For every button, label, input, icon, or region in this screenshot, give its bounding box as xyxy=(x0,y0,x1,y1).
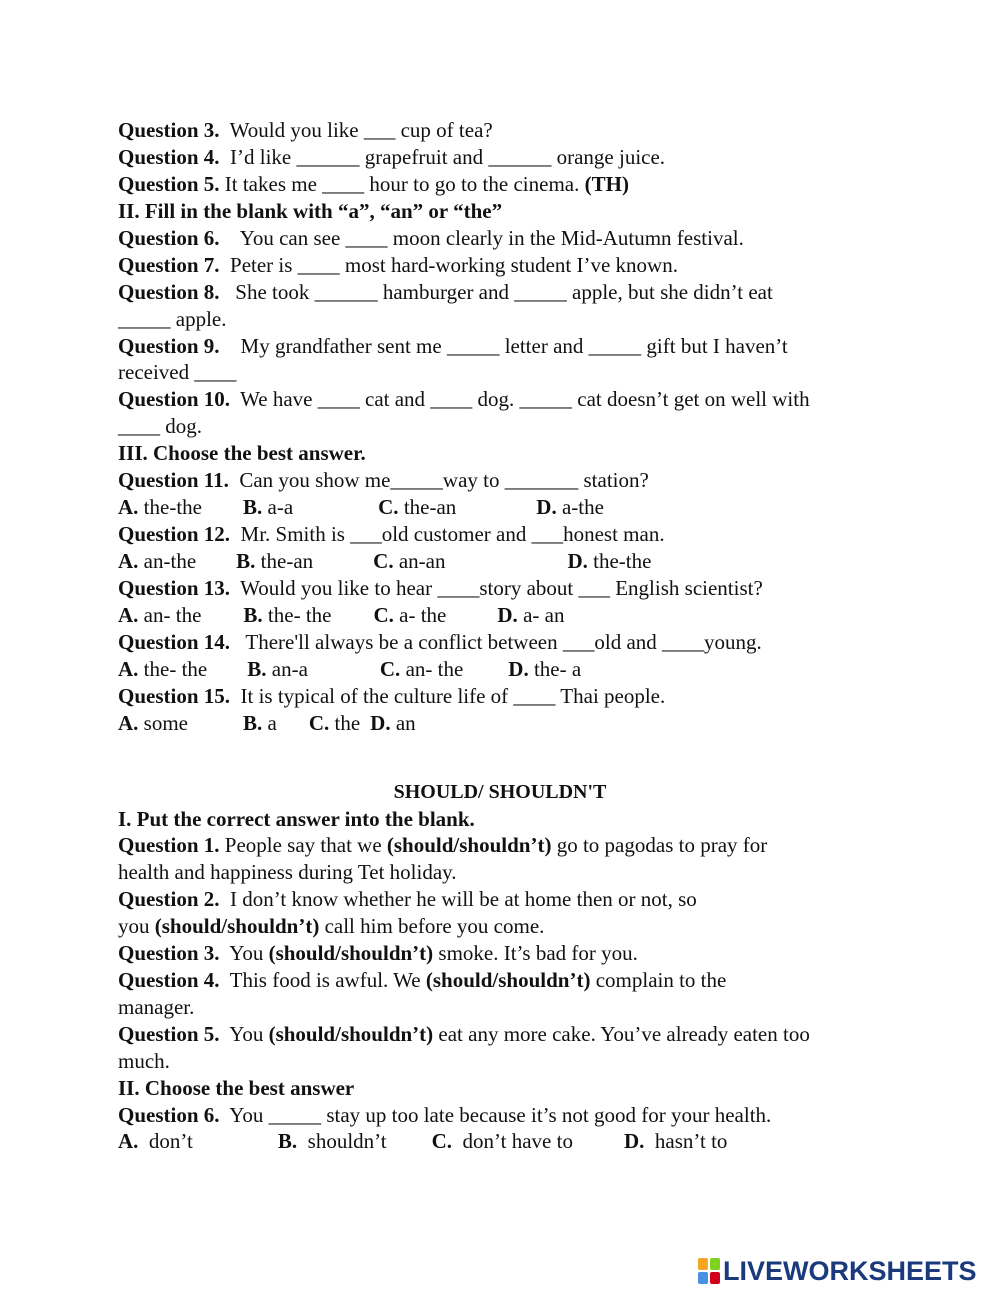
option-d: D. a- an xyxy=(497,603,565,627)
option-b: B. an-a xyxy=(247,657,308,681)
option-a: A. an-the xyxy=(118,549,197,573)
option-c: C. an-an xyxy=(373,549,446,573)
should-question-3: Question 3. You (should/shouldn’t) smoke. It’s bad for you. xyxy=(118,941,638,965)
question-label: Question 5. xyxy=(118,1022,220,1046)
question-text: You _____ stay up too late because it’s not good for your health. xyxy=(229,1103,772,1127)
question-9-continued: received ____ xyxy=(118,360,237,384)
liveworksheets-logo-icon xyxy=(698,1258,720,1284)
question-label: Question 9. xyxy=(118,334,220,358)
choice-pair: (should/shouldn’t) xyxy=(268,941,434,965)
question-8-continued: _____ apple. xyxy=(118,307,227,331)
option-b: B. a xyxy=(243,711,277,735)
question-label: Question 7. xyxy=(118,253,220,277)
option-b: B. shouldn’t xyxy=(277,1129,387,1153)
option-a: A. don’t xyxy=(118,1129,193,1153)
question-label: Question 10. xyxy=(118,387,231,411)
should-question-5-continued: much. xyxy=(118,1049,170,1073)
question-label: Question 6. xyxy=(118,1103,220,1127)
question-label: Question 4. xyxy=(118,145,220,169)
question-text: It takes me ____ hour to go to the cinema. xyxy=(224,172,580,196)
question-label: Question 12. xyxy=(118,522,231,546)
question-label: Question 15. xyxy=(118,684,231,708)
option-b: B. the-an xyxy=(236,549,314,573)
option-d: D. the- a xyxy=(508,657,582,681)
question-15 xyxy=(118,683,665,710)
section-heading: II. Fill in the blank with “a”, “an” or “the” xyxy=(118,199,503,223)
question-text: Would you like to hear ____story about ___ English scientist? xyxy=(240,576,763,600)
question-text: There'll always be a conflict between ___old and ____young. xyxy=(245,630,762,654)
should-question-2 xyxy=(118,886,697,913)
section-heading: II. Choose the best answer xyxy=(118,1076,355,1100)
option-b: B. a-a xyxy=(242,495,294,519)
question-text: She took ______ hamburger and _____ apple, but she didn’t eat xyxy=(235,280,773,304)
question-8 xyxy=(118,279,773,306)
option-c: C. a- the xyxy=(373,603,447,627)
question-13-options xyxy=(118,602,564,629)
question-11 xyxy=(118,467,649,494)
question-label: Question 3. xyxy=(118,941,220,965)
question-label: Question 2. xyxy=(118,887,220,911)
question-label: Question 11. xyxy=(118,468,229,492)
option-a: A. an- the xyxy=(118,603,202,627)
should-question-1-continued: health and happiness during Tet holiday. xyxy=(118,860,457,884)
option-c: C. the-an xyxy=(378,495,457,519)
question-text: Can you show me_____way to _______ station? xyxy=(239,468,649,492)
question-9 xyxy=(118,333,788,360)
question-text: My grandfather sent me _____ letter and _____ gift but I haven’t xyxy=(240,334,788,358)
option-c: C. the xyxy=(308,711,361,735)
option-b: B. the- the xyxy=(243,603,332,627)
choice-pair: (should/shouldn’t) xyxy=(154,914,320,938)
question-14 xyxy=(118,629,762,656)
question-4 xyxy=(118,144,665,171)
choice-pair: (should/shouldn’t) xyxy=(386,833,552,857)
question-label: Question 6. xyxy=(118,226,220,250)
question-tag: (TH) xyxy=(584,172,629,196)
question-text: I don’t know whether he will be at home then or not, so xyxy=(230,887,697,911)
question-12-options xyxy=(118,548,651,575)
question-label: Question 1. xyxy=(118,833,220,857)
question-13 xyxy=(118,575,763,602)
question-11-options xyxy=(118,494,604,521)
option-a: A. the-the xyxy=(118,495,202,519)
question-text: Would you like ___ cup of tea? xyxy=(229,118,493,142)
should-question-6 xyxy=(118,1102,771,1129)
question-text: Peter is ____ most hard-working student I’ve known. xyxy=(230,253,678,277)
section-heading: III. Choose the best answer. xyxy=(118,441,366,465)
question-7 xyxy=(118,252,678,279)
section-heading: I. Put the correct answer into the blank. xyxy=(118,807,475,831)
option-d: D. an xyxy=(370,711,416,735)
question-text: You can see ____ moon clearly in the Mid-Autumn festival. xyxy=(239,226,744,250)
question-5 xyxy=(118,171,629,198)
question-6 xyxy=(118,225,744,252)
question-label: Question 8. xyxy=(118,280,220,304)
question-text: I’d like ______ grapefruit and ______ orange juice. xyxy=(230,145,666,169)
should-question-6-options xyxy=(118,1128,727,1155)
should-question-4-continued: manager. xyxy=(118,995,195,1019)
choice-pair: (should/shouldn’t) xyxy=(425,968,591,992)
page-title: SHOULD/ SHOULDN'T xyxy=(393,781,607,803)
option-d: D. hasn’t to xyxy=(623,1129,728,1153)
choice-pair: (should/shouldn’t) xyxy=(268,1022,434,1046)
brand-name: LIVEWORKSHEETS xyxy=(723,1255,977,1286)
question-label: Question 14. xyxy=(118,630,231,654)
question-label: Question 13. xyxy=(118,576,231,600)
should-question-5: Question 5. You (should/shouldn’t) eat any more cake. You’ve already eaten too xyxy=(118,1022,810,1046)
option-d: D. a-the xyxy=(536,495,604,519)
option-a: A. the- the xyxy=(118,657,208,681)
question-3 xyxy=(118,117,493,144)
question-12 xyxy=(118,521,665,548)
question-10-continued: ____ dog. xyxy=(118,414,202,438)
option-c: C. don’t have to xyxy=(431,1129,573,1153)
should-question-2-continued: you (should/shouldn’t) call him before you come. xyxy=(118,914,545,938)
question-10 xyxy=(118,386,810,413)
question-label: Question 4. xyxy=(118,968,220,992)
question-14-options xyxy=(118,656,581,683)
question-text: Mr. Smith is ___old customer and ___honest man. xyxy=(240,522,665,546)
question-15-options xyxy=(118,710,416,737)
liveworksheets-logo[interactable] xyxy=(698,1256,977,1286)
option-d: D. the-the xyxy=(567,549,652,573)
option-a: A. some xyxy=(118,711,188,735)
option-c: C. an- the xyxy=(379,657,464,681)
question-text: We have ____ cat and ____ dog. _____ cat doesn’t get on well with xyxy=(240,387,810,411)
question-text: It is typical of the culture life of ____ Thai people. xyxy=(240,684,666,708)
should-question-4: Question 4. This food is awful. We (should/shouldn’t) complain to the xyxy=(118,968,727,992)
question-label: Question 5. xyxy=(118,172,220,196)
should-question-1: Question 1. People say that we (should/shouldn’t) go to pagodas to pray for xyxy=(118,833,768,857)
question-label: Question 3. xyxy=(118,118,220,142)
